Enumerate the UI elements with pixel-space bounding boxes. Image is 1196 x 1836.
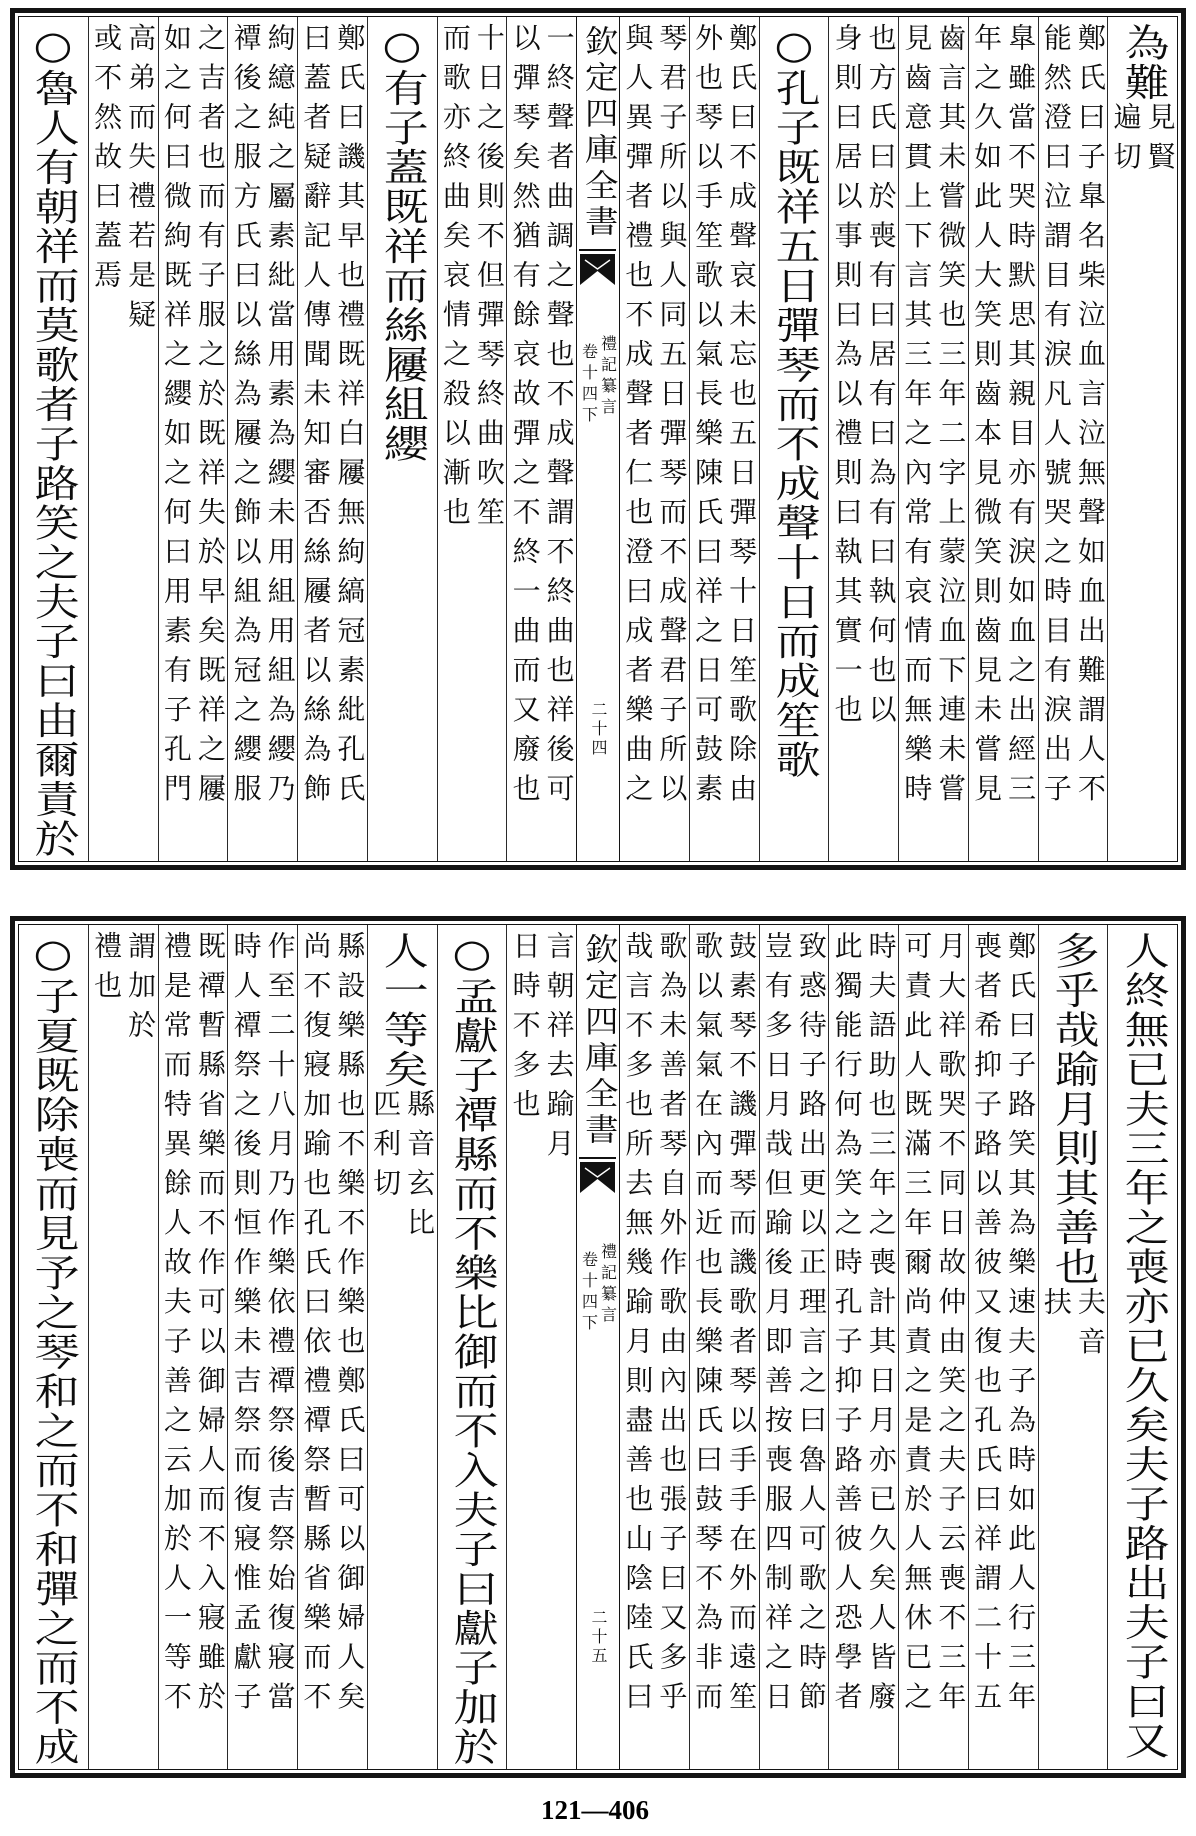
commentary-line: 致惑待子路出更以正理言之曰魯人可歌之時節 <box>794 931 828 1721</box>
commentary-line: 歌以氣氣在內而近也長樂陳氏曰鼓琴不為非而 <box>691 931 725 1721</box>
commentary-column <box>506 17 576 861</box>
scripture-text: 為難 <box>1116 23 1169 102</box>
commentary-line: 齒言其未嘗微笑也三年二字上蒙泣血下連未嘗 <box>934 23 968 813</box>
commentary-line: 此獨能行何為笑之時孔子抑子路善彼人恐學者 <box>830 931 864 1721</box>
commentary-column <box>1038 17 1108 861</box>
folio-page-bottom <box>10 916 1186 1778</box>
double-line-commentary <box>621 931 687 1721</box>
note-line: 見賢 <box>1143 102 1177 181</box>
commentary-column <box>297 17 367 861</box>
commentary-line: 琴君子所以與人同五日彈琴而不成聲君子所以 <box>655 23 689 813</box>
commentary-column <box>968 17 1038 861</box>
book-title: 禮記纂言 <box>598 1243 618 1327</box>
double-line-commentary <box>509 23 575 813</box>
commentary-line: 作至二十八月乃作樂依禮禫祭後吉祭始復寢當 <box>263 931 297 1721</box>
commentary-line: 鄭氏曰子臯名柴泣血言泣無聲如血出難謂人不 <box>1073 23 1107 813</box>
commentary-column <box>88 17 158 861</box>
page-code: 121—406 <box>541 1795 649 1825</box>
note-line: 匹利切 <box>369 1089 403 1208</box>
commentary-line: 鄭氏曰譏其早也禮既祥白屨無絇縞冠素紕孔氏 <box>333 23 367 813</box>
double-line-commentary <box>90 931 156 1050</box>
double-line-commentary <box>230 23 296 813</box>
left-half-leaf <box>19 17 576 861</box>
double-line-commentary <box>439 23 505 537</box>
commentary-line: 豈有多日月哉但踰後月即善按喪服四制祥之日 <box>760 931 794 1721</box>
commentary-line: 也方氏曰於喪有曰居有曰為有曰執何也以 <box>864 23 898 734</box>
pronunciation-note <box>1040 1287 1106 1366</box>
commentary-line: 縣設樂縣也不樂不作樂也鄭氏曰可以御婦人矣 <box>333 931 367 1721</box>
leaf-number: 二十四 <box>589 701 608 758</box>
commentary-column <box>759 925 829 1769</box>
scripture-text: 人終無已夫三年之喪亦已久矣夫子路出夫子曰又 <box>1116 931 1169 1761</box>
double-line-commentary <box>299 23 365 813</box>
double-line-commentary <box>299 931 365 1721</box>
commentary-line: 高弟而失禮若是疑 <box>124 23 158 339</box>
right-half-leaf <box>620 925 1177 1769</box>
left-half-leaf <box>19 925 576 1769</box>
commentary-column <box>620 17 689 861</box>
commentary-column <box>297 925 367 1769</box>
commentary-line: 禫後之服方氏曰以絲為屨之飾以組為冠之纓服 <box>229 23 263 813</box>
scripture-column <box>759 17 829 861</box>
scripture-column <box>367 17 437 861</box>
commentary-line: 鄭氏曰子路笑其為樂速夫子為時如此人行三年 <box>1004 931 1038 1721</box>
scripture-column <box>1107 17 1177 861</box>
scripture-column <box>19 925 88 1769</box>
commentary-line: 與人異彈者禮也不成聲者仁也澄曰成者樂曲之 <box>621 23 655 813</box>
center-fold <box>576 17 620 861</box>
scripture-column <box>19 17 88 861</box>
commentary-line: 或不然故曰蓋焉 <box>90 23 124 300</box>
commentary-line: 能然澄曰泣謂目有淚凡人號哭之時目有淚出子 <box>1039 23 1073 813</box>
commentary-column <box>506 925 576 1769</box>
commentary-column <box>828 17 898 861</box>
pronunciation-note <box>369 1089 435 1247</box>
commentary-line: 鄭氏曰不成聲哀未忘也五日彈琴十日笙歌除由 <box>725 23 759 813</box>
double-line-commentary <box>900 23 966 813</box>
commentary-line: 臯雖當不哭時默思其親目亦有淚如血之出經三 <box>1004 23 1038 813</box>
commentary-line: 日時不多也 <box>508 931 542 1129</box>
double-line-commentary <box>160 931 226 1721</box>
commentary-line: 謂加於 <box>124 931 158 1050</box>
commentary-column <box>828 925 898 1769</box>
commentary-column <box>158 17 228 861</box>
commentary-line: 身則曰居以事則曰為以禮則曰執其實一也 <box>830 23 864 734</box>
commentary-column <box>620 925 689 1769</box>
scripture-text: ○有子蓋既祥而絲屨組纓 <box>376 23 429 464</box>
volume-label: 卷十四下 <box>579 1251 599 1335</box>
center-fold <box>576 925 620 1769</box>
note-line: 扶 <box>1039 1286 1073 1326</box>
commentary-column <box>437 17 507 861</box>
commentary-column <box>689 17 759 861</box>
series-title: 欽定四庫全書 <box>578 933 618 1149</box>
double-line-commentary <box>691 931 757 1721</box>
scripture-column <box>1038 925 1108 1769</box>
commentary-line: 月大祥歌哭不同日故仲由笑之夫子云喪不三年 <box>934 931 968 1721</box>
commentary-column <box>898 925 968 1769</box>
commentary-line: 外也琴以手笙歌以氣長樂陳氏曰祥之日可鼓素 <box>691 23 725 813</box>
double-line-commentary <box>691 23 757 813</box>
scripture-column <box>367 925 437 1769</box>
commentary-line: 見齒意貫上下言其三年之內常有哀情而無樂時 <box>900 23 934 813</box>
commentary-line: 可責此人既滿三年爾尚責之是責於人無休已之 <box>900 931 934 1721</box>
scripture-text: ○孟獻子禫縣而不樂比御而不入夫子曰獻子加於 <box>445 931 498 1767</box>
folio-page-top <box>10 8 1186 870</box>
commentary-line: 年之久如此人大笑則齒本見微笑則齒見未嘗見 <box>970 23 1004 813</box>
commentary-line: 鼓素琴不譏彈琴而譏歌者琴以手手在外而遠笙 <box>725 931 759 1721</box>
book-volume-label <box>580 1243 617 1335</box>
leaf-number: 二十五 <box>589 1609 608 1666</box>
double-line-commentary <box>831 23 897 734</box>
commentary-line: 哉言不多也所去無幾踰月則盡善也山陰陸氏曰 <box>621 931 655 1721</box>
fish-tail-icon <box>579 249 616 289</box>
commentary-line: 如之何曰微絇既祥之纓如之何曰用素有子孔門 <box>159 23 193 813</box>
series-title: 欽定四庫全書 <box>578 25 618 241</box>
note-line: 夫音 <box>1073 1286 1107 1366</box>
double-line-commentary <box>761 931 827 1721</box>
book-title: 禮記纂言 <box>598 335 618 419</box>
commentary-column <box>898 17 968 861</box>
commentary-column <box>227 17 297 861</box>
right-half-leaf <box>620 17 1177 861</box>
volume-label: 卷十四下 <box>579 343 599 427</box>
note-line: 遍切 <box>1109 102 1143 181</box>
commentary-line: 禮是常而特異餘人故夫子善之云加於人一等不 <box>159 931 193 1721</box>
book-volume-label <box>580 335 617 427</box>
commentary-line: 之吉者也而有子服之於既祥失於早矣既祥之屨 <box>193 23 227 813</box>
scripture-text: ○孔子既祥五日彈琴而不成聲十日而成笙歌 <box>767 23 820 780</box>
double-line-commentary <box>160 23 226 813</box>
double-line-commentary <box>1040 23 1106 813</box>
commentary-column <box>968 925 1038 1769</box>
commentary-line: 歌為未善者琴自外作歌由內出也張子曰又多乎 <box>655 931 689 1721</box>
commentary-column <box>158 925 228 1769</box>
commentary-line: 以彈琴矣然猶有餘哀故彈之不終一曲而又廢也 <box>508 23 542 813</box>
commentary-line: 言朝祥去踰月 <box>542 931 576 1168</box>
commentary-line: 喪者希抑子路以善彼又復也孔氏曰祥謂二十五 <box>970 931 1004 1721</box>
scripture-column <box>1107 925 1177 1769</box>
inner-frame <box>18 924 1178 1770</box>
commentary-line: 曰蓋者疑辭記人傳聞未知審否絲屨者以絲為飾 <box>299 23 333 813</box>
pronunciation-note <box>1110 102 1176 181</box>
commentary-line: 時夫語助也三年之喪計其日月亦已久矣人皆廢 <box>864 931 898 1721</box>
double-line-commentary <box>509 931 575 1168</box>
commentary-line: 一終聲者曲調之聲也不成聲謂不終曲也祥後可 <box>542 23 576 813</box>
inner-frame <box>18 16 1178 862</box>
commentary-line: 絇繶純之屬素紕當用素為纓未用組用組為纓乃 <box>263 23 297 813</box>
scripture-text: 人一等矣 <box>376 931 429 1089</box>
commentary-line: 尚不復寢加踰也孔氏曰依禮禫祭暫縣省樂而不 <box>299 931 333 1721</box>
fish-tail-icon <box>579 1157 616 1197</box>
commentary-column <box>88 925 158 1769</box>
note-line: 縣音玄比 <box>403 1089 437 1247</box>
commentary-line: 十日之後則不但彈琴終曲吹笙 <box>472 23 506 537</box>
double-line-commentary <box>230 931 296 1721</box>
double-line-commentary <box>900 931 966 1721</box>
commentary-line: 禮也 <box>90 931 124 1010</box>
commentary-line: 時人禫祭之後則恒作樂未吉祭而復寢惟孟獻子 <box>229 931 263 1721</box>
scripture-text: ○子夏既除喪而見予之琴和之而不和彈之而不成 <box>27 931 80 1767</box>
scripture-text: ○魯人有朝祥而莫歌者子路笑之夫子曰由爾責於 <box>27 23 80 859</box>
commentary-line: 而歌亦終曲矣哀情之殺以漸也 <box>438 23 472 537</box>
commentary-line: 既禫暫縣省樂而不作可以御婦人而不入寢雖於 <box>193 931 227 1721</box>
scripture-column <box>437 925 507 1769</box>
scripture-text: 多乎哉踰月則其善也 <box>1046 931 1099 1287</box>
double-line-commentary <box>621 23 687 813</box>
commentary-column <box>689 925 759 1769</box>
double-line-commentary <box>831 931 897 1721</box>
commentary-column <box>227 925 297 1769</box>
double-line-commentary <box>970 23 1036 813</box>
double-line-commentary <box>90 23 156 339</box>
double-line-commentary <box>970 931 1036 1721</box>
